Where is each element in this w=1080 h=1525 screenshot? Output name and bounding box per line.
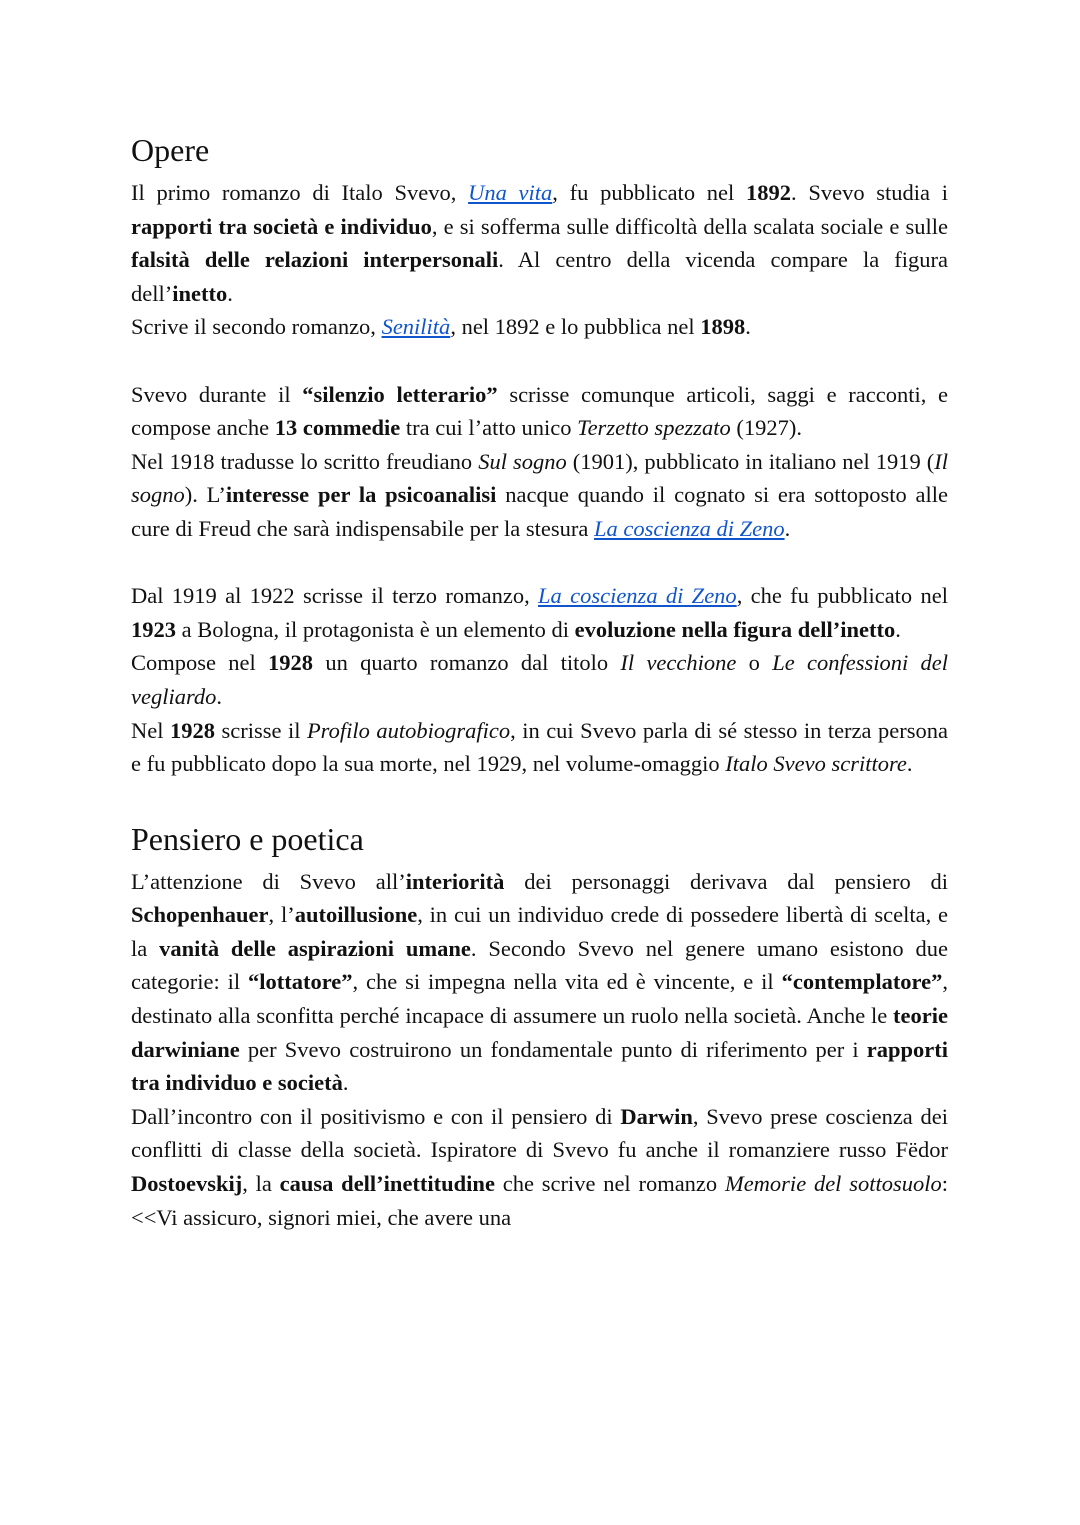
paragraph-sul-sogno: Nel 1918 tradusse lo scritto freudiano Sul sogno (1901), pubblicato in italiano nel 1919 (Il sogno). L’interesse per la psicoanalisi nacque quando il cognato si era sottoposto alle cure di Freud che sarà indispensabile per la stesura La coscienza di Zeno. <box>131 448 949 541</box>
paragraph-profilo-autobiografico: Nel 1928 scrisse il Profilo autobiografico, in cui Svevo parla di sé stesso in terza persona e fu pubblicato dopo la sua morte, nel 1929, nel volume-omaggio Italo Svevo scrittore. <box>131 717 948 777</box>
paragraph-quarto-romanzo: Compose nel 1928 un quarto romanzo dal titolo Il vecchione o Le confessioni del vegliardo. <box>131 650 948 709</box>
document-body <box>131 128 948 1234</box>
section-title-pensiero-e-poetica: Pensiero e poetica <box>131 820 364 857</box>
section-title-opere: Opere <box>131 132 210 168</box>
paragraph-darwin-dostoevskij: Dall’incontro con il positivismo e con il pensiero di Darwin, Svevo prese coscienza dei conflitti di classe della società. Ispiratore di Svevo fu anche il romanziere russo Fëdor Dostoevskij, la causa dell’inettitudine che scrive nel romanzo Memorie del sottosuolo: <<Vi assicuro, signori miei, che avere una <box>131 1103 948 1230</box>
spacer <box>131 781 948 817</box>
spacer <box>131 344 948 378</box>
link-senilita[interactable]: Senilità <box>381 314 451 340</box>
spacer <box>131 546 948 580</box>
paragraph-interiorita: L’attenzione di Svevo all’interiorità dei personaggi derivava dal pensiero di Schopenhauer, l’autoillusione, in cui un individuo crede di possedere libertà di scelta, e la vanità delle aspirazioni umane. Secondo Svevo nel genere umano esistono due categorie: il “lottatore”, che si impegna nella vita ed è vincente, e il “contemplatore”, destinato alla sconfitta perché incapace di assumere un ruolo nella società. Anche le teorie darwiniane per Svevo costruirono un fondamentale punto di riferimento per i rapporti tra individuo e società. <box>131 868 949 1096</box>
paragraph-silenzio-letterario: Svevo durante il “silenzio letterario” scrisse comunque articoli, saggi e racconti, e compose anche 13 commedie tra cui l’atto unico Terzetto spezzato (1927). <box>131 381 948 441</box>
link-coscienza-di-zeno[interactable]: La coscienza di Zeno <box>593 515 785 541</box>
paragraph-terzo-romanzo: Dal 1919 al 1922 scrisse il terzo romanzo, La coscienza di Zeno, che fu pubblicato nel 1923 a Bologna, il protagonista è un elemento di evoluzione nella figura dell’inetto. <box>131 583 948 642</box>
link-una-vita[interactable]: Una vita <box>468 180 553 205</box>
link-coscienza-di-zeno-2[interactable]: La coscienza di Zeno <box>538 583 737 609</box>
paragraph-una-vita: Il primo romanzo di Italo Svevo, Una vita, fu pubblicato nel 1892. Svevo studia i rapporti tra società e individuo, e si sofferma sulle difficoltà della scalata sociale e sulle falsità delle relazioni interpersonali. Al centro della vicenda compare la figura dell’inetto. <box>131 180 949 306</box>
paragraph-senilita: Scrive il secondo romanzo, Senilità, nel 1892 e lo pubblica nel 1898. <box>131 314 751 340</box>
